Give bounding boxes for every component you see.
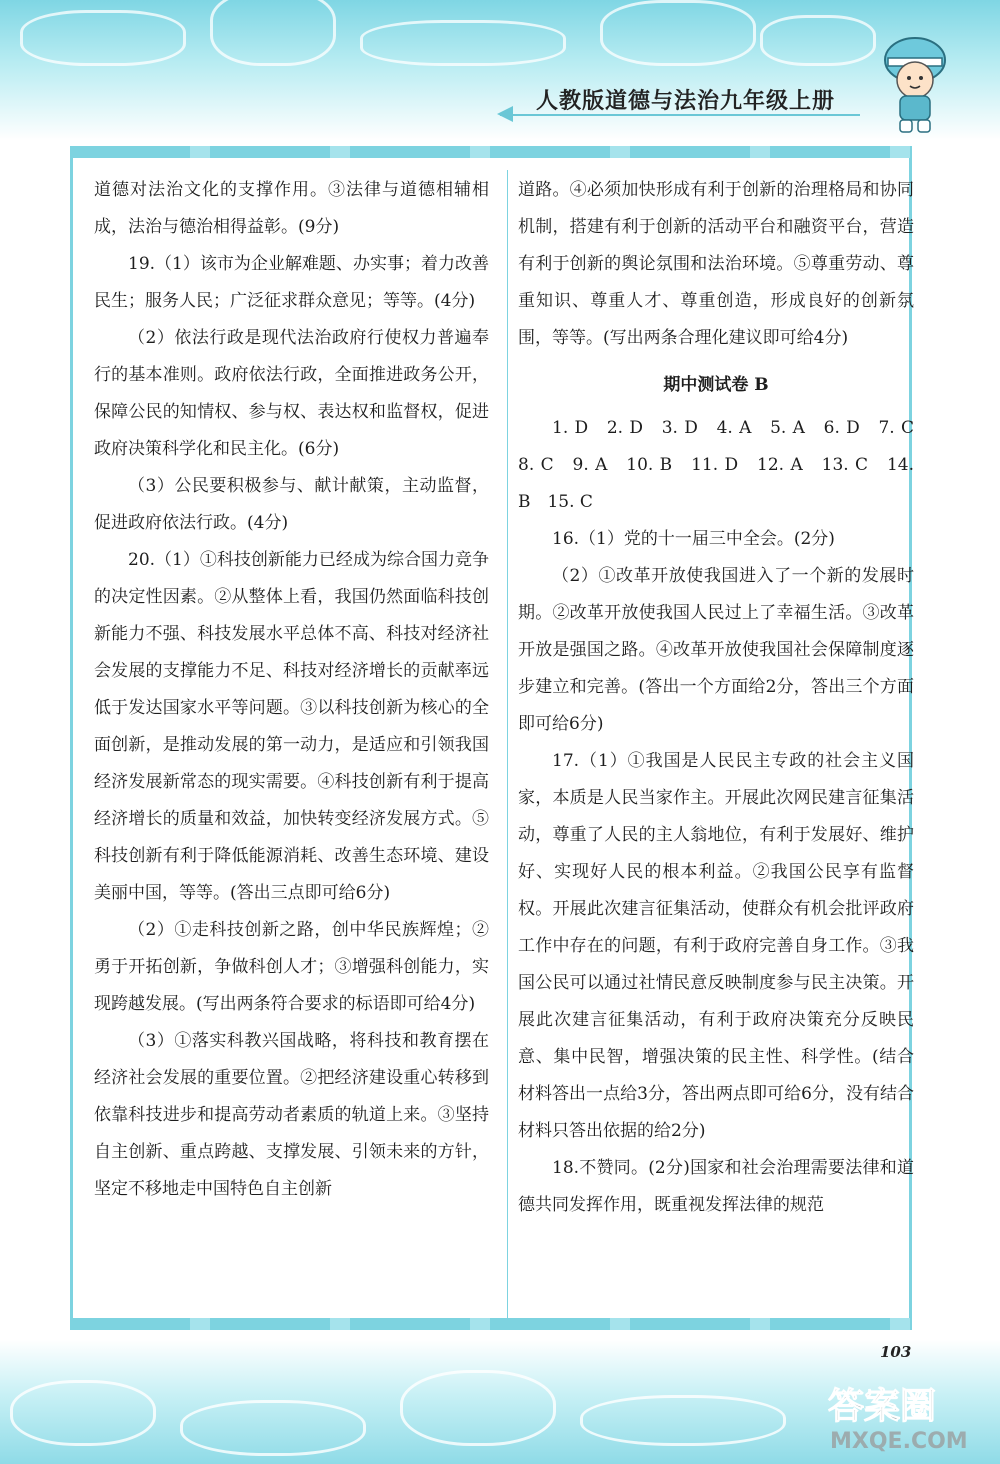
right-column [518,172,931,1224]
answer-paragraph: 道德对法治文化的支撑作用。③法律与道德相辅相成，法治与德治相得益彰。(9分) [94,180,489,237]
svg-text:答案圈: 答案圈 [828,1386,937,1427]
answer-paragraph: （2）①走科技创新之路，创中华民族辉煌；②勇于开拓创新，争做科创人才；③增强科创能力，实现跨越发展。(写出两条符合要求的标语即可给4分) [94,920,489,1014]
left-column [94,172,489,1208]
answer-paragraph: 道路。④必须加快形成有利于创新的治理格局和协同机制，搭建有利于创新的活动平台和融资平台，营造有利于创新的舆论氛围和法治环境。⑤尊重劳动、尊重知识、尊重人才、尊重创造，形成良好的创新氛围，等等。(写出两条合理化建议即可给4分) [518,180,914,348]
answer-paragraph: （3）①落实科教兴国战略，将科技和教育摆在经济社会发展的重要位置。②把经济建设重心转移到依靠科技进步和提高劳动者素质的轨道上来。③坚持自主创新、重点跨越、支撑发展、引领未来的方针，坚定不移地走中国特色自主创新 [94,1031,489,1199]
section-title: 期中测试卷 B [663,375,769,395]
column-divider [507,170,508,1320]
answer-paragraph: 20.（1）①科技创新能力已经成为综合国力竞争的决定性因素。②从整体上看，我国仍然面临科技创新能力不强、科技发展水平总体不高、科技对经济社会发展的支撑能力不足、科技对经济增长的贡献率远低于发达国家水平等问题。③以科技创新为核心的全面创新，是推动发展的第一动力，是适应和引领我国经济发展新常态的现实需要。④科技创新有利于提高经济增长的质量和效益，加快转变经济发展方式。⑤科技创新有利于降低能源消耗、改善生态环境、建设美丽中国，等等。(答出三点即可给6分) [94,550,489,903]
book-title: 人教版道德与法治九年级上册 [536,88,836,114]
answer-paragraph: （2）依法行政是现代法治政府行使权力普遍奉行的基本准则。政府依法行政，全面推进政务公开，保障公民的知情权、参与权、表达权和监督权，促进政府决策科学化和民主化。(6分) [94,328,489,459]
frame-bottom-bar [70,1318,912,1330]
answer-key-choices: 1. D 2. D 3. D 4. A 5. A 6. D 7. C 8. C 9. A 10. B 11. D 12. A 13. C 14. B 15. C [518,418,931,512]
answer-paragraph: 17.（1）①我国是人民民主专政的社会主义国家，本质是人民当家作主。开展此次网民建言征集活动，尊重了人民的主人翁地位，有利于发展好、维护好、实现好人民的根本利益。②我国公民享有监督权。开展此次建言征集活动，使群众有机会批评政府工作中存在的问题，有利于政府完善自身工作。③我国公民可以通过社情民意反映制度参与民主决策。开展此次建言征集活动，有利于政府决策充分反映民意、集中民智，增强决策的民主性、科学性。(结合材料答出一点给3分，答出两点即可给6分，没有结合材料只答出依据的给2分) [518,751,914,1141]
watermark-logo [820,1376,990,1456]
mascot-icon [870,32,960,137]
page-number: 103 [880,1343,912,1361]
answer-paragraph: 18.不赞同。(2分)国家和社会治理需要法律和道德共同发挥作用，既重视发挥法律的规范 [518,1158,914,1215]
answer-paragraph: （2）①改革开放使我国进入了一个新的发展时期。②改革开放使我国人民过上了幸福生活。③改革开放是强国之路。④改革开放使我国社会保障制度逐步建立和完善。(答出一个方面给2分，答出三个方面即可给6分) [518,566,914,734]
svg-text:MXQE.COM: MXQE.COM [830,1429,968,1454]
frame-top-bar [70,146,912,158]
answer-paragraph: 19.（1）该市为企业解难题、办实事；着力改善民生；服务人民；广泛征求群众意见；等等。(4分) [94,254,489,311]
answer-paragraph: （3）公民要积极参与、献计献策，主动监督，促进政府依法行政。(4分) [94,476,489,533]
answer-paragraph: 16.（1）党的十一届三中全会。(2分) [552,529,835,549]
